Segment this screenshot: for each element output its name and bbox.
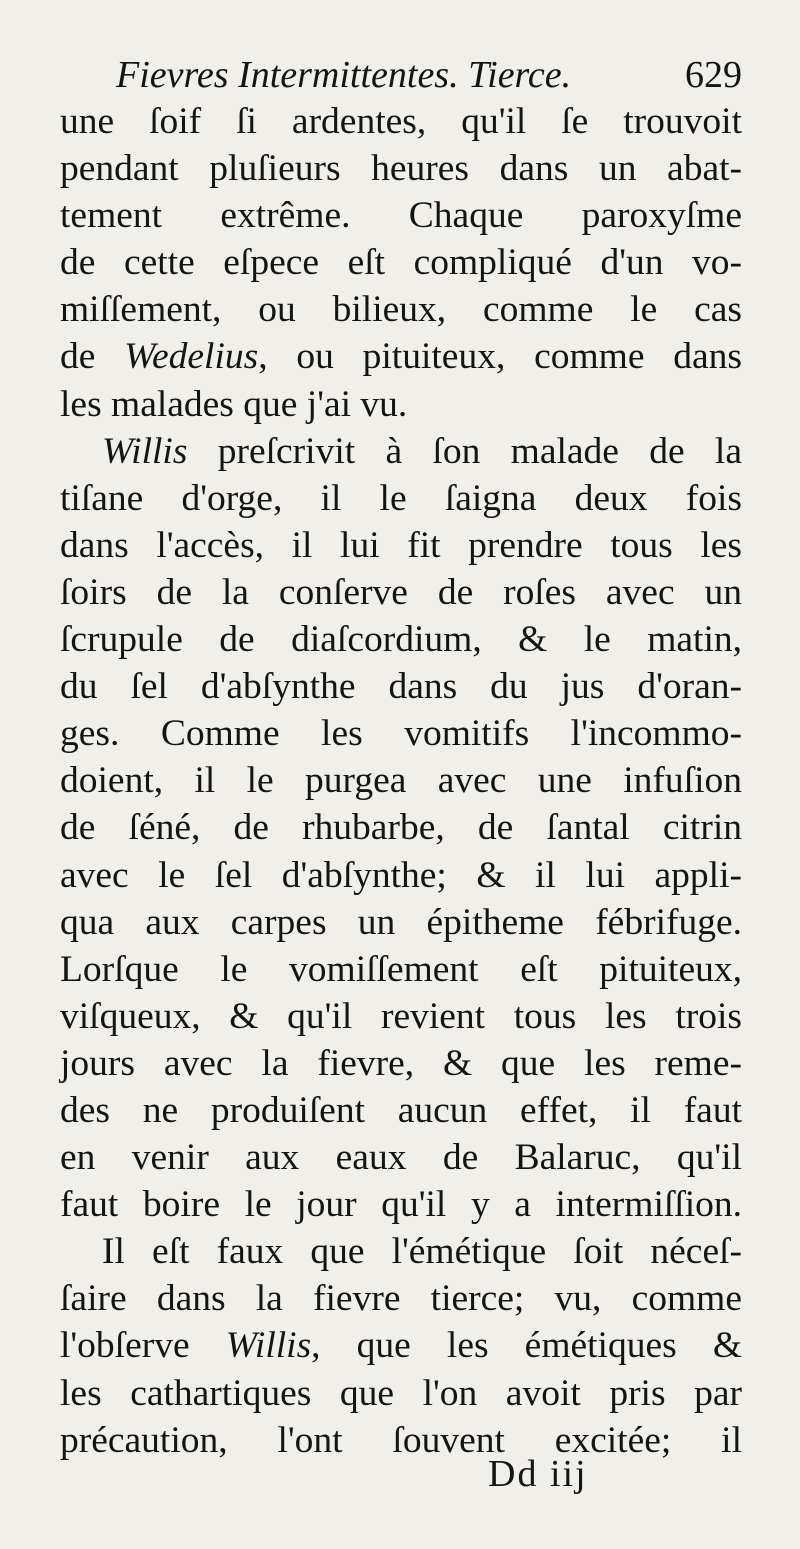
page-number: 629 xyxy=(685,54,742,96)
body-text xyxy=(60,98,742,1464)
text-line: ſcrupule de diaſcordium, & le matin, xyxy=(60,619,742,661)
text-line: ſaire dans la fievre tierce; vu, comme xyxy=(60,1278,742,1320)
text-line: miſſement, ou bilieux, comme le cas xyxy=(60,289,742,331)
text-line: une ſoif ſi ardentes, qu'il ſe trouvoit xyxy=(60,101,742,142)
running-title: Fievres Intermittentes. Tierce. xyxy=(116,54,572,96)
text-line: viſqueux, & qu'il revient tous les trois xyxy=(60,995,742,1037)
text-line: pendant pluſieurs heures dans un abat- xyxy=(60,148,742,190)
text-line: les malades que j'ai vu. xyxy=(60,383,408,425)
text-line: qua aux carpes un épitheme fébrifuge. xyxy=(60,901,742,943)
text-line: de Wedelius, ou pituiteux, comme dans xyxy=(60,336,742,378)
text-line: dans l'accès, il lui fit prendre tous les xyxy=(60,524,742,566)
text-line: Il eſt faux que l'émétique ſoit néceſ- xyxy=(102,1231,742,1273)
text-line: précaution, l'ont ſouvent excitée; il xyxy=(60,1419,742,1461)
text-line: les cathartiques que l'on avoit pris par xyxy=(60,1372,742,1414)
text-line: jours avec la fievre, & que les reme- xyxy=(60,1042,742,1084)
text-line: l'obſerve Willis, que les émétiques & xyxy=(60,1325,742,1367)
text-line: du ſel d'abſynthe dans du jus d'oran- xyxy=(60,666,742,708)
text-line: ges. Comme les vomitifs l'incommo- xyxy=(60,713,742,755)
text-line: faut boire le jour qu'il y a intermiſſion. xyxy=(60,1184,742,1226)
text-line: en venir aux eaux de Balaruc, qu'il xyxy=(60,1137,742,1179)
text-line: des ne produiſent aucun effet, il faut xyxy=(60,1089,742,1131)
text-line: de ſéné, de rhubarbe, de ſantal citrin xyxy=(60,807,742,849)
running-header xyxy=(60,52,742,98)
text-line: doient, il le purgea avec une infuſion xyxy=(60,760,742,802)
text-line: de cette eſpece eſt compliqué d'un vo- xyxy=(60,242,742,284)
signature-mark: Dd iij xyxy=(488,1453,588,1495)
text-line: ſoirs de la conſerve de roſes avec un xyxy=(60,571,742,613)
text-line: tement extrême. Chaque paroxyſme xyxy=(60,195,742,237)
text-line: avec le ſel d'abſynthe; & il lui appli- xyxy=(60,854,742,896)
text-line: Willis preſcrivit à ſon malade de la xyxy=(102,430,742,472)
text-line: tiſane d'orge, il le ſaigna deux fois xyxy=(60,477,742,519)
text-line: Lorſque le vomiſſement eſt pituiteux, xyxy=(60,948,742,990)
